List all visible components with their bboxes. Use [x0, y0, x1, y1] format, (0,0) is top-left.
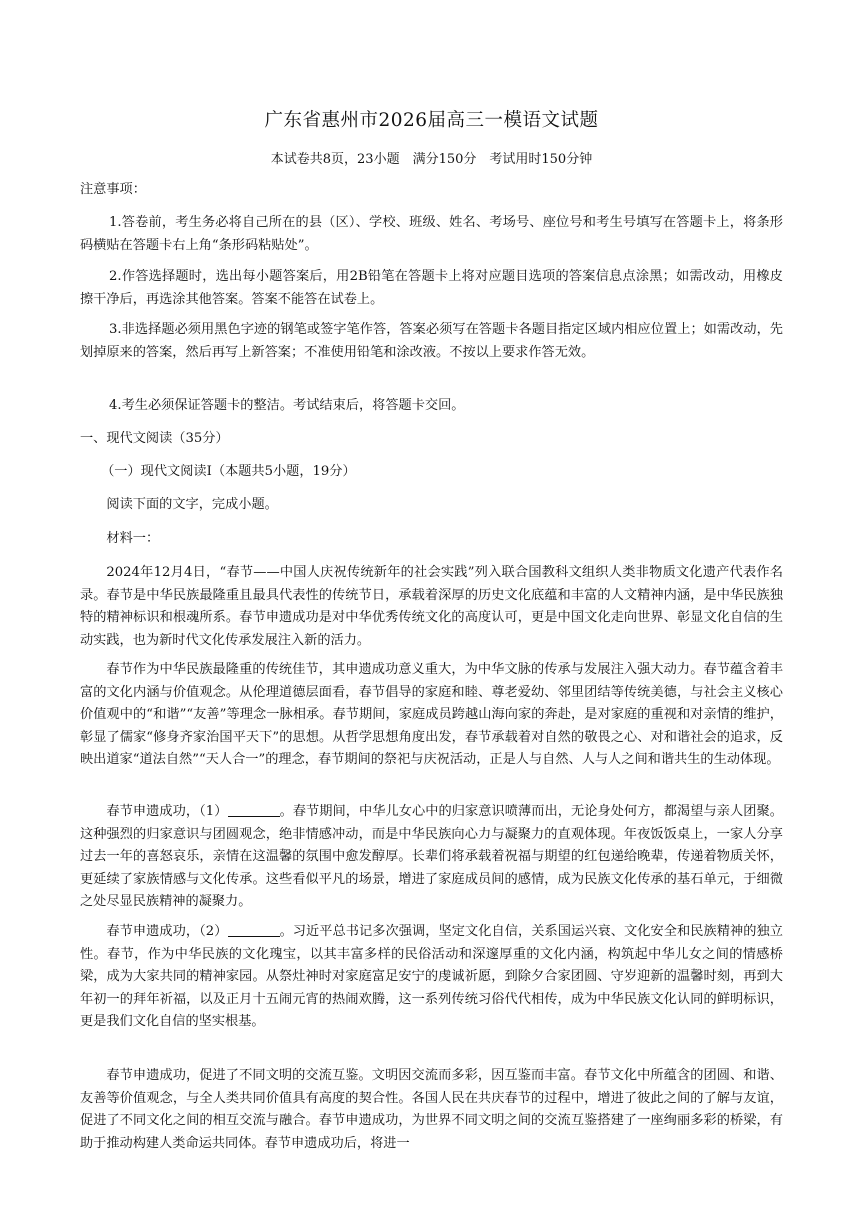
notice-item-1: 1.答卷前，考生务必将自己所在的县（区）、学校、班级、姓名、考场号、座位号和考生号填写在答题卡上，将条形码横贴在答题卡右上角“条形码粘贴处”。	[80, 215, 783, 253]
notice-item-2: 2.作答选择题时，选出每小题答案后，用2B铅笔在答题卡上将对应题目选项的答案信息点涂黑；如需改动，用橡皮擦干净后，再选涂其他答案。答案不能答在试卷上。	[80, 269, 783, 307]
paragraph-4-rest: 。习近平总书记多次强调，坚定文化自信，关系国运兴衰、文化安全和民族精神的独立性。春节，作为中华民族的文化瑰宝，以其丰富多样的民俗活动和深邃厚重的文化内涵，构筑起中华儿女之间的情感桥梁，成为大家共同的精神家园。从祭灶神时对家庭富足安宁的虔诚祈愿，到除夕合家团圆、守岁迎新的温馨时刻，再到大年初一的拜年祈福，以及正月十五闹元宵的热闹欢腾，这一系列传统习俗代代相传，成为中华民族文化认同的鲜明标识，更是我们文化自信的坚实根基。	[80, 924, 783, 1029]
paragraph-3-rest: 。春节期间，中华儿女心中的归家意识喷薄而出，无论身处何方，都渴望与亲人团聚。这种强烈的归家意识与团圆观念，绝非情感冲动，而是中华民族向心力与凝聚力的直观体现。年夜饭饭桌上，一家人分享过去一年的喜怒哀乐，亲情在这温馨的氛围中愈发醇厚。长辈们将承载着祝福与期望的红包递给晚辈，传递着物质关怀，更延续了家族情感与文化传承。这些看似平凡的场景，增进了家庭成员间的感情，成为民族文化传承的基石单元，于细微之处尽显民族精神的凝聚力。	[80, 804, 783, 909]
paragraph-3	[80, 801, 783, 914]
fill-blank-2[interactable]	[228, 922, 280, 937]
paragraph-2: 春节作为中华民族最隆重的传统佳节，其申遗成功意义重大，为中华文脉的传承与发展注入强大动力。春节蕴含着丰富的文化内涵与价值观念。从伦理道德层面看，春节倡导的家庭和睦、尊老爱幼、邻里团结等传统美德，与社会主义核心价值观中的“和谐”“友善”等理念一脉相承。春节期间，家庭成员跨越山海向家的奔赴，是对家庭的重视和对亲情的维护，彰显了儒家“修身齐家治国平天下”的思想。从哲学思想角度出发，春节承载着对自然的敬畏之心、对和谐社会的追求，反映出道家“道法自然”“天人合一”的理念，春节期间的祭祀与庆祝活动，正是人与自然、人与人之间和谐共生的生动体现。	[80, 662, 783, 767]
exam-subtitle: 本试卷共8页，23小题 满分150分 考试用时150分钟	[270, 152, 593, 167]
paragraph-3-start: 春节申遗成功，（1）	[106, 804, 228, 819]
reading-instruction: 阅读下面的文字，完成小题。	[106, 497, 278, 512]
paragraph-1: 2024年12月4日，“春节——中国人庆祝传统新年的社会实践”列入联合国教科文组织人类非物质文化遗产代表作名录。春节是中华民族最隆重且最具代表性的传统节日，承载着深厚的历史文化底蕴和丰富的人文精神内涵，是中华民族独特的精神标识和根魂所系。春节申遗成功是对中华优秀传统文化的高度认可，更是中国文化走向世界、彰显文化自信的生动实践，也为新时代文化传承发展注入新的活力。	[80, 565, 783, 648]
fill-blank-1[interactable]	[228, 802, 280, 817]
notice-heading: 注意事项：	[80, 182, 146, 197]
paragraph-4	[80, 921, 783, 1034]
paragraph-4-start: 春节申遗成功，（2）	[106, 924, 228, 939]
notice-item-4: 4.考生必须保证答题卡的整洁。考试结束后，将答题卡交回。	[109, 398, 465, 413]
subsection-heading: （一）现代文阅读Ⅰ（本题共5小题，19分）	[101, 464, 356, 479]
paragraph-5: 春节申遗成功，促进了不同文明的交流互鉴。文明因交流而多彩，因互鉴而丰富。春节文化中所蕴含的团圆、和谐、友善等价值观念，与全人类共同价值具有高度的契合性。各国人民在共庆春节的过程中，增进了彼此之间的了解与友谊，促进了不同文化之间的相互交流与融合。春节申遗成功，为世界不同文明之间的交流互鉴搭建了一座绚丽多彩的桥梁，有助于推动构建人类命运共同体。春节申遗成功后，将进一	[80, 1068, 783, 1151]
notice-item-3: 3.非选择题必须用黑色字迹的钢笔或签字笔作答，答案必须写在答题卡各题目指定区域内相应位置上；如需改动，先划掉原来的答案，然后再写上新答案；不准使用铅笔和涂改液。不按以上要求作答无效。	[80, 322, 783, 360]
section-heading: 一、现代文阅读（35分）	[80, 431, 229, 446]
material-label: 材料一：	[106, 531, 160, 546]
page-title: 广东省惠州市2026届高三一模语文试题	[264, 110, 599, 131]
